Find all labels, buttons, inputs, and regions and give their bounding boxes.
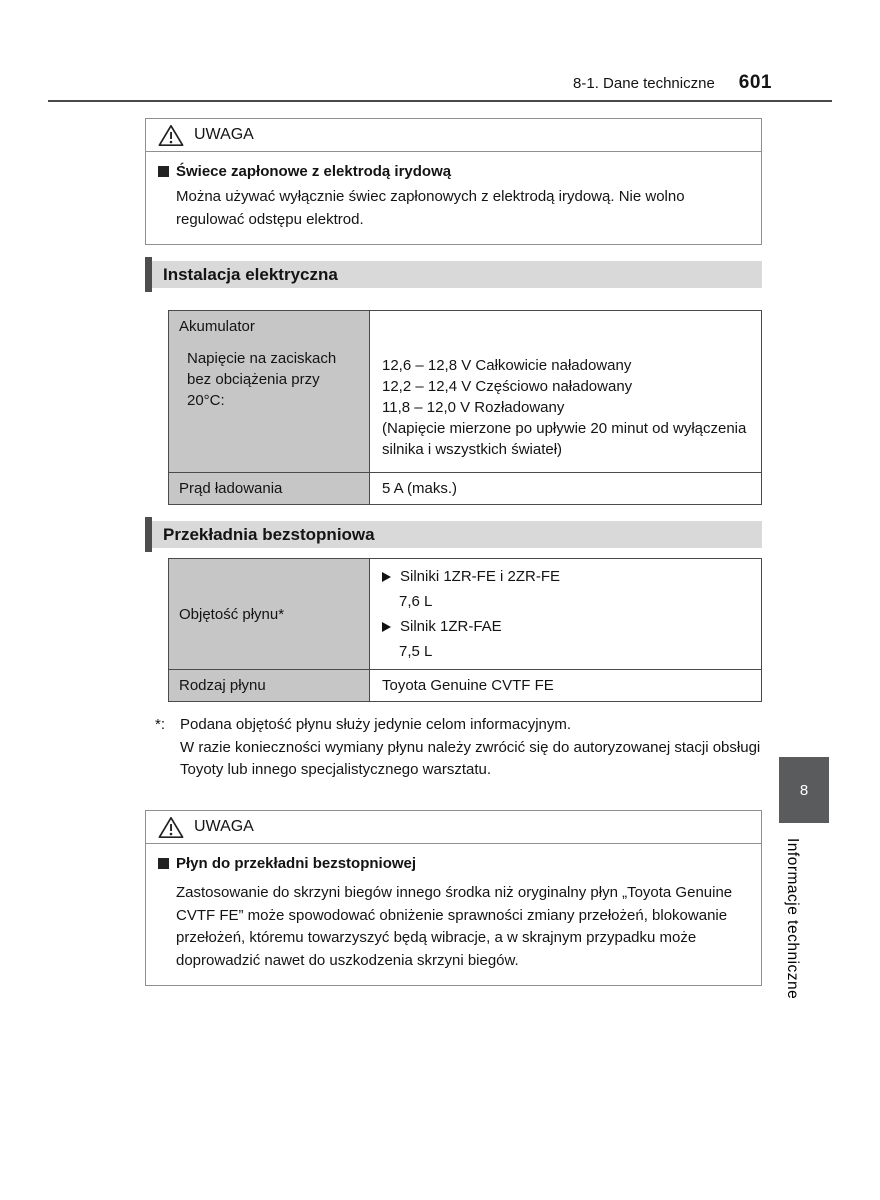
battery-sublabel: Napięcie na zaciskach bez obciążenia przy 20°C:	[187, 350, 337, 409]
chapter-tab-number: 8	[799, 781, 809, 799]
section-header-cvt	[145, 521, 762, 548]
cvt-table	[168, 558, 762, 702]
section-header-electrical	[145, 261, 762, 288]
arrow-right-icon	[382, 572, 391, 582]
page-number: 601	[738, 72, 772, 93]
warning-content	[146, 844, 761, 985]
battery-value-line: 12,6 – 12,8 V Całkowicie naładowany	[382, 357, 632, 374]
battery-value-line: (Napięcie mierzone po upływie 20 minut od wyłączenia silnika i wszystkich świateł)	[382, 420, 747, 458]
fluid-volume-cell	[370, 559, 761, 669]
warning-triangle-icon	[158, 124, 184, 147]
battery-label: Akumulator	[179, 318, 255, 335]
section-accent-bar	[145, 517, 152, 552]
section-accent-bar	[145, 257, 152, 292]
footnote	[155, 714, 762, 782]
battery-value-line: 11,8 – 12,0 V Rozładowany	[382, 399, 565, 416]
battery-label-cell	[169, 311, 370, 472]
footnote-line: Podana objętość płynu służy jedynie celom informacyjnym.	[180, 716, 572, 733]
table-row	[169, 472, 761, 504]
warning-title: UWAGA	[194, 818, 254, 835]
section-title: Instalacja elektryczna	[163, 264, 338, 284]
warning-item-heading	[158, 163, 749, 180]
page-header	[573, 72, 772, 94]
warning-title: UWAGA	[194, 126, 254, 143]
table-row	[169, 669, 761, 701]
warning-body-text: Zastosowanie do skrzyni biegów innego środka niż oryginalny płyn „Toyota Genuine CVTF FE” może spowodować obniżenie sprawności zmiany przełożeń, blokowanie przełożeń, któremu towarzyszyć będą wibracje, a w skrajnym przypadku może doprowadzić nawet do uszkodzenia skrzyni biegów.	[176, 884, 733, 969]
warning-header	[146, 119, 761, 152]
warning-heading-text: Świece zapłonowe z elektrodą irydową	[176, 163, 452, 180]
fluid-volume-label: Objętość płynu*	[169, 559, 370, 669]
table-row	[169, 559, 761, 669]
warning-body-text: Można używać wyłącznie świec zapłonowych z elektrodą irydową. Nie wolno regulować odstępu elektrod.	[176, 188, 685, 228]
battery-values-cell	[370, 311, 761, 472]
engine-name: Silnik 1ZR-FAE	[400, 618, 502, 635]
breadcrumb: 8-1. Dane techniczne	[573, 75, 715, 92]
bullet-square-icon	[158, 858, 169, 869]
warning-content	[146, 152, 761, 244]
engine-line	[382, 568, 749, 585]
engine-line	[382, 618, 749, 635]
warning-box-spark-plugs	[145, 118, 762, 245]
battery-value-line: 12,2 – 12,4 V Częściowo naładowany	[382, 378, 633, 395]
battery-table	[168, 310, 762, 505]
bullet-square-icon	[158, 166, 169, 177]
chapter-tab	[779, 757, 829, 823]
footnote-marker: *:	[155, 716, 166, 733]
charging-current-label: Prąd ładowania	[169, 473, 370, 504]
warning-box-cvt-fluid	[145, 810, 762, 986]
warning-header	[146, 811, 761, 844]
footnote-text	[180, 714, 762, 782]
fluid-type-label: Rodzaj płynu	[169, 670, 370, 701]
footnote-line: W razie konieczności wymiany płynu należy zwrócić się do autoryzowanej stacji obsługi Toyoty lub innego specjalistycznego warsztatu.	[180, 738, 761, 778]
fluid-volume-value: 7,5 L	[399, 643, 433, 660]
fluid-type-value: Toyota Genuine CVTF FE	[382, 677, 554, 694]
warning-triangle-icon	[158, 816, 184, 839]
chapter-vertical-label: Informacje techniczne	[784, 838, 801, 1000]
engine-name: Silniki 1ZR-FE i 2ZR-FE	[400, 568, 561, 585]
arrow-right-icon	[382, 622, 391, 632]
warning-heading-text: Płyn do przekładni bezstopniowej	[176, 855, 417, 872]
section-title: Przekładnia bezstopniowa	[163, 524, 375, 544]
warning-item-heading	[158, 855, 749, 872]
fluid-volume-value: 7,6 L	[399, 593, 433, 610]
table-row	[169, 311, 761, 472]
header-divider	[48, 100, 832, 102]
charging-current-value: 5 A (maks.)	[382, 480, 458, 497]
